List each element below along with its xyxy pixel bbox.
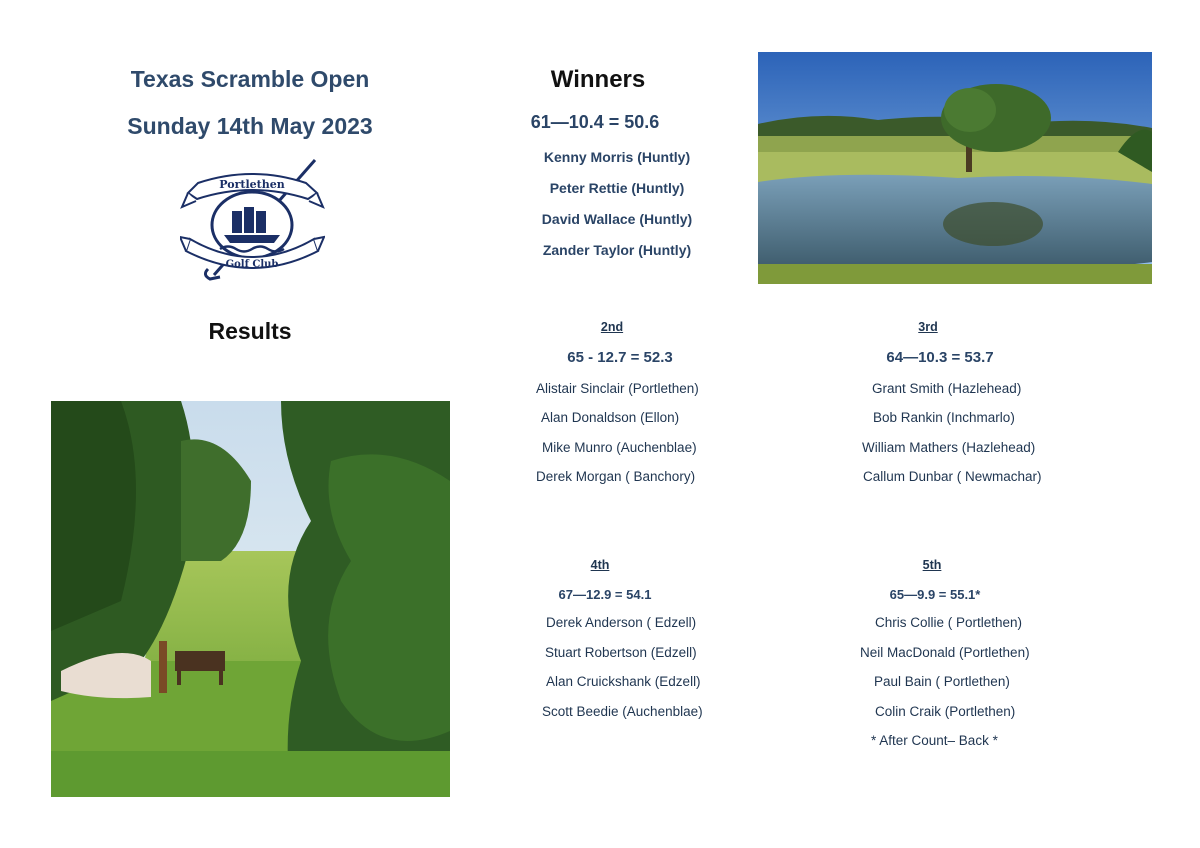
third-player-2: Bob Rankin (Inchmarlo) [873,410,1015,425]
logo-bottom-text: Golf Club [225,259,279,270]
winners-score: 61—10.4 = 50.6 [530,112,660,132]
fourth-place-label: 4th [590,558,610,572]
second-place-label: 2nd [600,320,624,334]
winner-player-3: David Wallace (Huntly) [541,211,693,227]
third-player-1: Grant Smith (Hazlehead) [872,381,1022,396]
third-player-4: Callum Dunbar ( Newmachar) [863,469,1042,484]
fifth-player-1: Chris Collie ( Portlethen) [875,615,1023,630]
event-title: Texas Scramble Open [130,66,370,92]
winners-heading: Winners [550,66,646,93]
second-player-2: Alan Donaldson (Ellon) [541,410,680,425]
second-player-1: Alistair Sinclair (Portlethen) [536,381,699,396]
fifth-place-label: 5th [922,558,942,572]
fifth-player-3: Paul Bain ( Portlethen) [874,674,1010,689]
fifth-player-2: Neil MacDonald (Portlethen) [860,645,1030,660]
third-score: 64—10.3 = 53.7 [886,349,994,366]
winner-player-1: Kenny Morris (Huntly) [543,149,691,165]
fourth-player-2: Stuart Robertson (Edzell) [545,645,697,660]
fifth-player-4: Colin Craik (Portlethen) [875,704,1016,719]
count-back-note: * After Count– Back * [871,733,998,748]
third-place-label: 3rd [918,320,938,334]
second-score: 65 - 12.7 = 52.3 [567,349,673,366]
second-player-3: Mike Munro (Auchenblae) [542,440,697,455]
winner-player-2: Peter Rettie (Huntly) [549,180,685,196]
logo-top-text: Portlethen [219,178,285,191]
fourth-score: 67—12.9 = 54.1 [558,587,652,602]
fourth-player-1: Derek Anderson ( Edzell) [546,615,697,630]
third-player-3: William Mathers (Hazlehead) [862,440,1036,455]
fifth-score: 65—9.9 = 55.1* [889,587,981,602]
event-date: Sunday 14th May 2023 [127,113,373,139]
winner-player-4: Zander Taylor (Huntly) [542,242,692,258]
club-logo [180,155,325,285]
fairway-photo [51,401,450,797]
second-player-4: Derek Morgan ( Banchory) [536,469,696,484]
fourth-player-4: Scott Beedie (Auchenblae) [542,704,703,719]
pond-photo [758,52,1152,284]
ship-crest-icon [180,155,325,285]
fourth-player-3: Alan Cruickshank (Edzell) [546,674,701,689]
results-heading: Results [208,318,292,344]
